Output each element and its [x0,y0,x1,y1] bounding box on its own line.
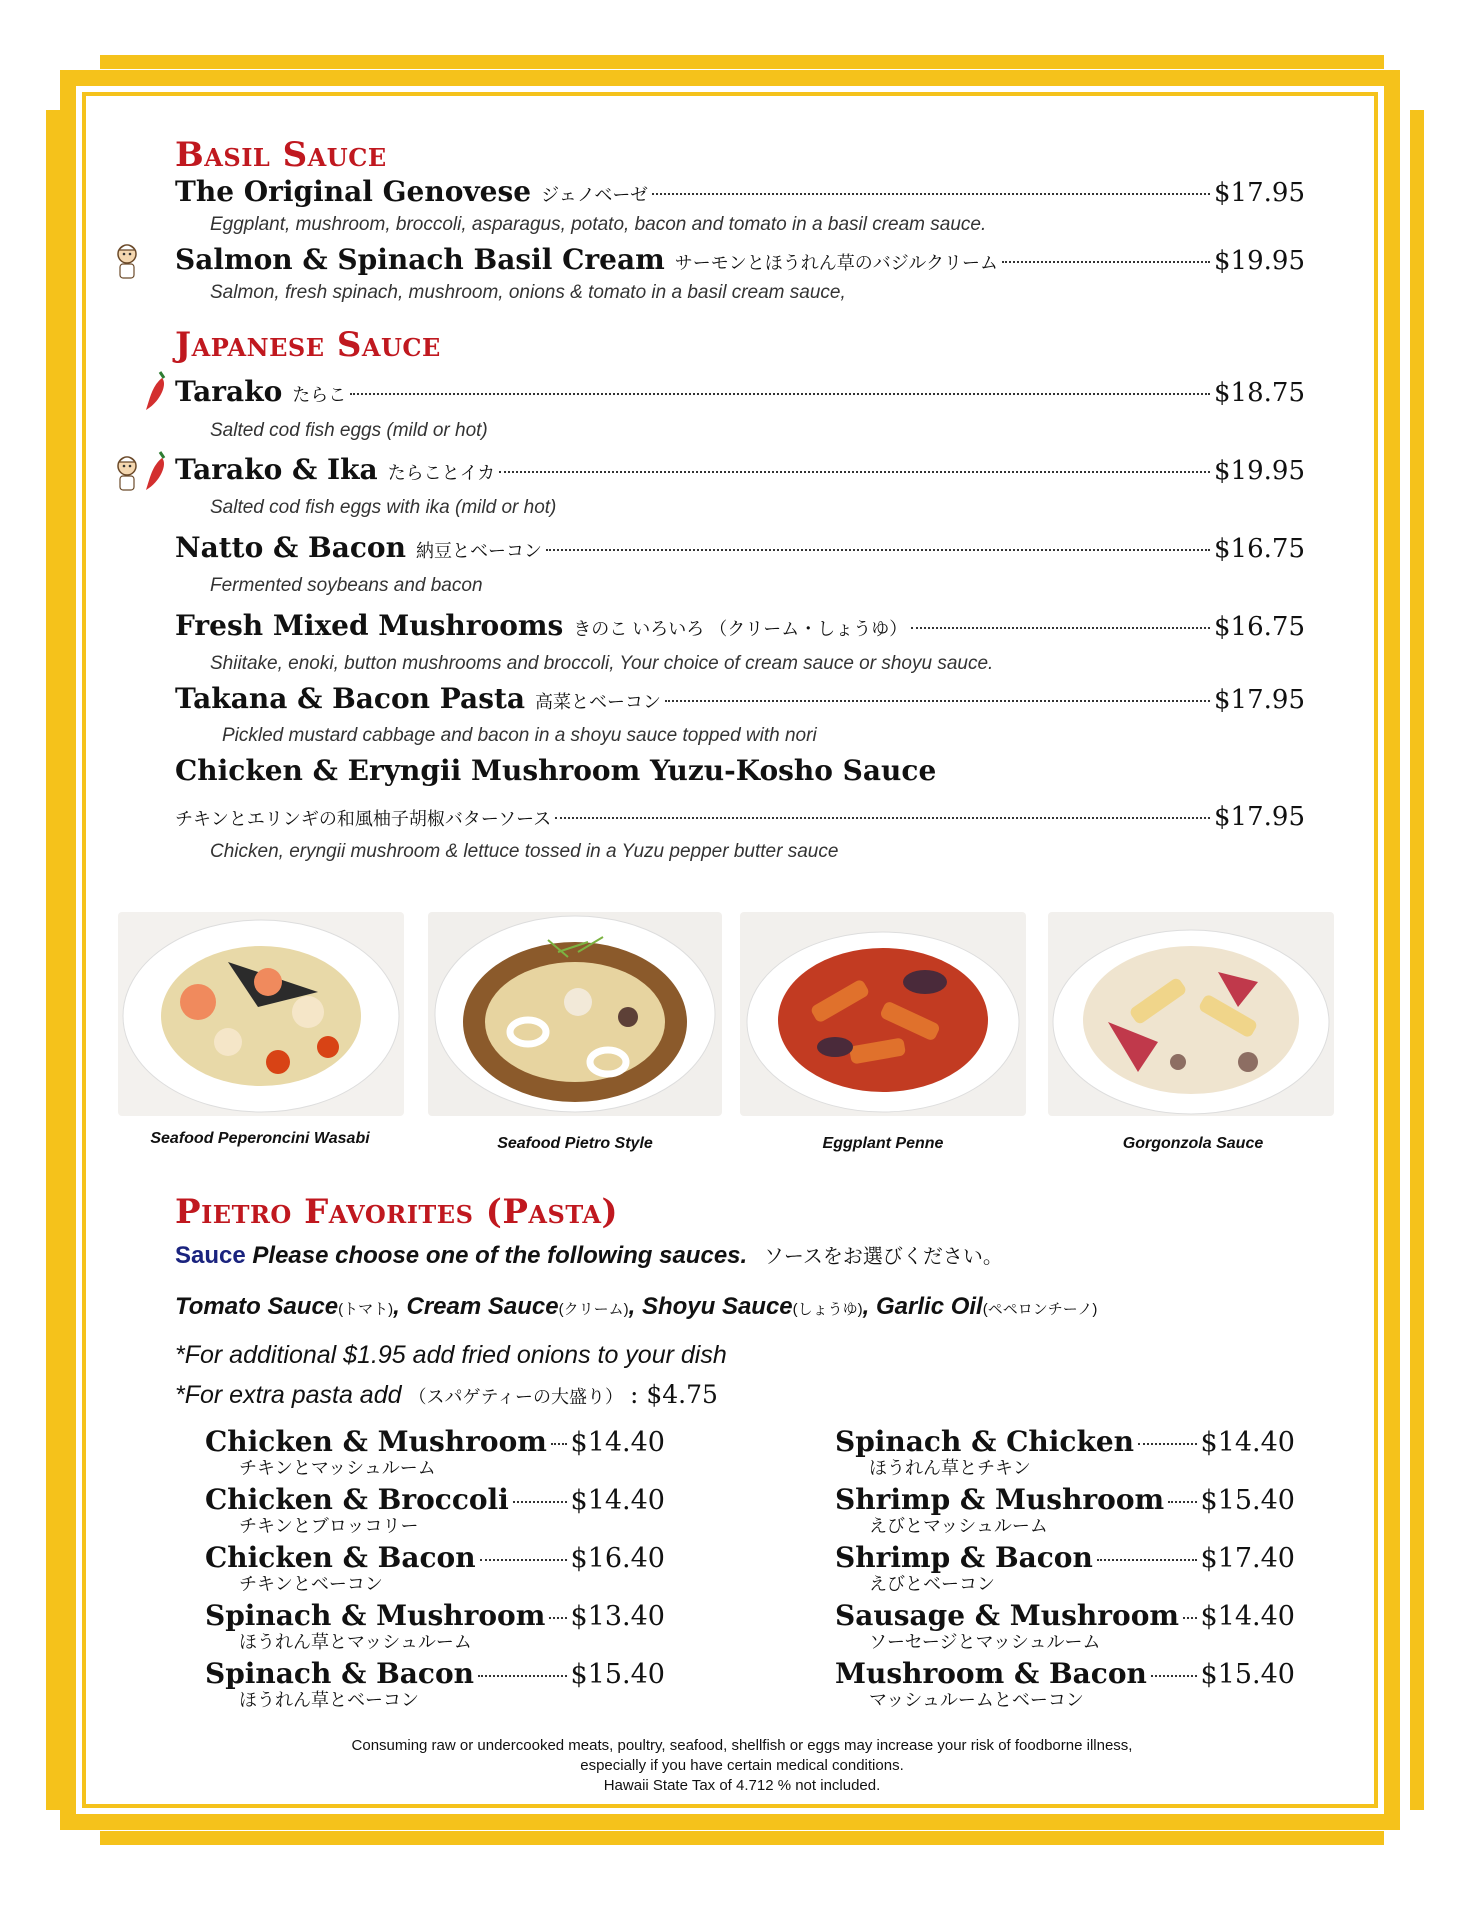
menu-item[interactable] [175,243,1305,276]
pasta-price: $13.40 [570,1601,665,1632]
dot-leader [478,1675,567,1677]
item-jp: たらことイカ [387,463,496,483]
chili-pepper-icon [140,448,170,499]
pasta-item[interactable] [835,1599,1295,1654]
item-description: Fermented soybeans and bacon [210,575,483,596]
item-price: $18.75 [1214,378,1305,408]
item-jp: サーモンとほうれん草のバジルクリーム [674,253,998,273]
pasta-price: $14.40 [570,1427,665,1458]
item-name: Fresh Mixed Mushrooms [175,609,564,642]
menu-item[interactable] [175,453,1305,486]
item-name: The Original Genovese [175,175,532,208]
sauce-instruction-line [175,1240,1003,1270]
menu-item[interactable] [175,175,1305,208]
menu-item[interactable] [175,682,1305,715]
pasta-name: Spinach & Mushroom [205,1599,546,1632]
extra-pasta-jp: （スパゲティーの大盛り） [408,1387,624,1407]
pasta-jp: えびとマッシュルーム [869,1516,1048,1536]
pasta-item[interactable] [205,1541,665,1596]
pasta-name: Mushroom & Bacon [835,1657,1147,1690]
dot-leader [1168,1501,1196,1503]
sauce-option-name: Tomato Sauce [175,1293,339,1320]
menu-item[interactable] [175,531,1305,564]
pasta-name: Spinach & Bacon [205,1657,475,1690]
item-description: Salted cod fish eggs with ika (mild or hot) [210,497,557,518]
pasta-price: $15.40 [1200,1659,1295,1690]
pasta-item[interactable] [205,1483,665,1538]
sauce-option-name: Shoyu Sauce [641,1293,793,1320]
sauce-option-name: Garlic Oil [876,1293,983,1320]
item-price: $17.95 [1214,802,1305,832]
dot-leader [1002,261,1210,263]
footer-line: especially if you have certain medical conditions. [580,1757,904,1774]
dot-leader [549,1617,566,1619]
footer-line: Consuming raw or undercooked meats, poultry, seafood, shellfish or eggs may increase your risk of foodborne illness, [351,1737,1133,1754]
sauce-option-name: Cream Sauce [406,1293,559,1320]
sauce-option-jp: (しょうゆ) [792,1301,863,1318]
sauce-option-jp: (ペペロンチーノ) [982,1301,1098,1318]
item-name: Natto & Bacon [175,531,406,564]
pasta-price: $15.40 [1200,1485,1295,1516]
item-price: $19.95 [1214,456,1305,486]
extra-pasta-label: *For extra pasta add [175,1381,402,1409]
fried-onion-note: *For additional $1.95 add fried onions to your dish [175,1341,727,1369]
pasta-price: $14.40 [570,1485,665,1516]
menu-item-heading[interactable] [175,754,1305,787]
menu-item[interactable] [175,375,1305,408]
sauce-instruction: Please choose one of the following sauces. [252,1242,748,1269]
item-jp: たらこ [292,385,347,405]
pasta-item[interactable] [205,1599,665,1654]
extra-pasta-note [175,1380,718,1410]
item-jp: 高菜とベーコン [535,692,662,712]
pasta-name: Spinach & Chicken [835,1425,1135,1458]
item-description: Salted cod fish eggs (mild or hot) [210,420,488,441]
item-price: $19.95 [1214,246,1305,276]
pasta-price: $14.40 [1200,1601,1295,1632]
item-description: Shiitake, enoki, button mushrooms and broccoli, Your choice of cream sauce or shoyu sauce. [210,653,994,674]
pasta-jp: マッシュルームとベーコン [869,1690,1084,1710]
pasta-jp: チキンとベーコン [239,1574,383,1594]
photo-caption: Eggplant Penne [822,1135,944,1152]
photo-caption: Seafood Peperoncini Wasabi [150,1130,370,1147]
item-price: $17.95 [1214,685,1305,715]
item-price: $16.75 [1214,534,1305,564]
item-price: $17.95 [1214,178,1305,208]
item-name: Salmon & Spinach Basil Cream [175,243,665,276]
pasta-item[interactable] [835,1483,1295,1538]
dot-leader [350,393,1210,395]
dot-leader [1138,1443,1196,1445]
item-jp: ジェノベーゼ [541,185,648,205]
pasta-price: $15.40 [570,1659,665,1690]
pasta-jp: ほうれん草とマッシュルーム [239,1632,472,1652]
sauce-option[interactable] [876,1293,1097,1320]
item-jp: チキンとエリンギの和風柚子胡椒バターソース [175,809,552,829]
pasta-name: Shrimp & Mushroom [835,1483,1165,1516]
pasta-item[interactable] [205,1657,665,1712]
dot-leader [513,1501,567,1503]
dish-photo [118,912,404,1116]
pasta-name: Shrimp & Bacon [835,1541,1093,1574]
pasta-item[interactable] [205,1425,665,1480]
pasta-name: Chicken & Broccoli [205,1483,509,1516]
dot-leader [665,700,1210,702]
pasta-jp: ソーセージとマッシュルーム [869,1632,1101,1652]
sauce-option-jp: (クリーム) [558,1301,629,1318]
sauce-instruction-jp: ソースをお選びください。 [763,1246,1003,1268]
sauce-options: Tomato Sauce(トマト), Cream Sauce(クリーム), Shoyu Sauce(しょうゆ), Garlic Oil(ペペロンチーノ) [175,1293,1098,1320]
dish-photo [428,912,722,1116]
photo-caption: Gorgonzola Sauce [1122,1135,1264,1152]
sauce-option[interactable] [175,1293,393,1320]
sauce-option[interactable] [642,1293,863,1320]
pasta-name: Chicken & Mushroom [205,1425,547,1458]
item-name: Tarako [175,375,283,408]
extra-pasta-price: : $4.75 [629,1380,718,1409]
dish-photo [740,912,1026,1116]
dot-leader [1183,1617,1197,1619]
pasta-price: $17.40 [1200,1543,1295,1574]
pasta-name: Chicken & Bacon [205,1541,476,1574]
dot-leader [546,549,1210,551]
dish-photo [1048,912,1334,1116]
dot-leader [551,1443,567,1445]
dot-leader [555,817,1210,819]
sauce-option[interactable] [407,1293,629,1320]
dot-leader [911,627,1210,629]
basil-sauce-title: Basil Sauce [175,135,387,175]
pasta-jp: チキンとブロッコリー [239,1516,419,1536]
menu-item[interactable] [175,802,1305,832]
item-name: Chicken & Eryngii Mushroom Yuzu-Kosho Sauce [175,754,937,787]
dot-leader [480,1559,567,1561]
dot-leader [1097,1559,1197,1561]
dot-leader [1151,1675,1197,1677]
item-name: Takana & Bacon Pasta [175,682,526,715]
pasta-jp: えびとベーコン [869,1574,995,1594]
footer-line: Hawaii State Tax of 4.712 % not included. [603,1777,881,1794]
pasta-name: Sausage & Mushroom [835,1599,1179,1632]
pasta-item[interactable] [835,1657,1295,1712]
pasta-price: $16.40 [570,1543,665,1574]
item-price: $16.75 [1214,612,1305,642]
pasta-jp: チキンとマッシュルーム [239,1458,436,1478]
pasta-item[interactable] [835,1541,1295,1596]
favorites-title: Pietro Favorites (Pasta) [175,1192,619,1232]
item-name: Tarako & Ika [175,453,378,486]
item-description: Chicken, eryngii mushroom & lettuce tossed in a Yuzu pepper butter sauce [210,841,839,862]
footer-disclaimer [0,1736,1484,1796]
photo-caption: Seafood Pietro Style [497,1135,653,1152]
chef-icon [112,452,142,499]
item-description: Salmon, fresh spinach, mushroom, onions & tomato in a basil cream sauce, [210,282,846,303]
pasta-jp: ほうれん草とベーコン [239,1690,419,1710]
pasta-price: $14.40 [1200,1427,1295,1458]
chef-icon [112,240,142,287]
pasta-item[interactable] [835,1425,1295,1480]
japanese-sauce-title: Japanese Sauce [175,325,441,365]
item-jp: きのこ いろいろ （クリーム・しょうゆ） [573,619,908,639]
item-description: Pickled mustard cabbage and bacon in a shoyu sauce topped with nori [222,725,817,746]
item-jp: 納豆とベーコン [415,541,542,561]
dot-leader [652,193,1210,195]
pasta-jp: ほうれん草とチキン [869,1458,1031,1478]
sauce-label: Sauce [175,1242,246,1269]
chili-pepper-icon [140,368,170,419]
dot-leader [499,471,1210,473]
sauce-option-jp: (トマト) [338,1301,394,1318]
menu-item[interactable] [175,609,1305,642]
item-description: Eggplant, mushroom, broccoli, asparagus, potato, bacon and tomato in a basil cream sauce. [210,214,987,235]
